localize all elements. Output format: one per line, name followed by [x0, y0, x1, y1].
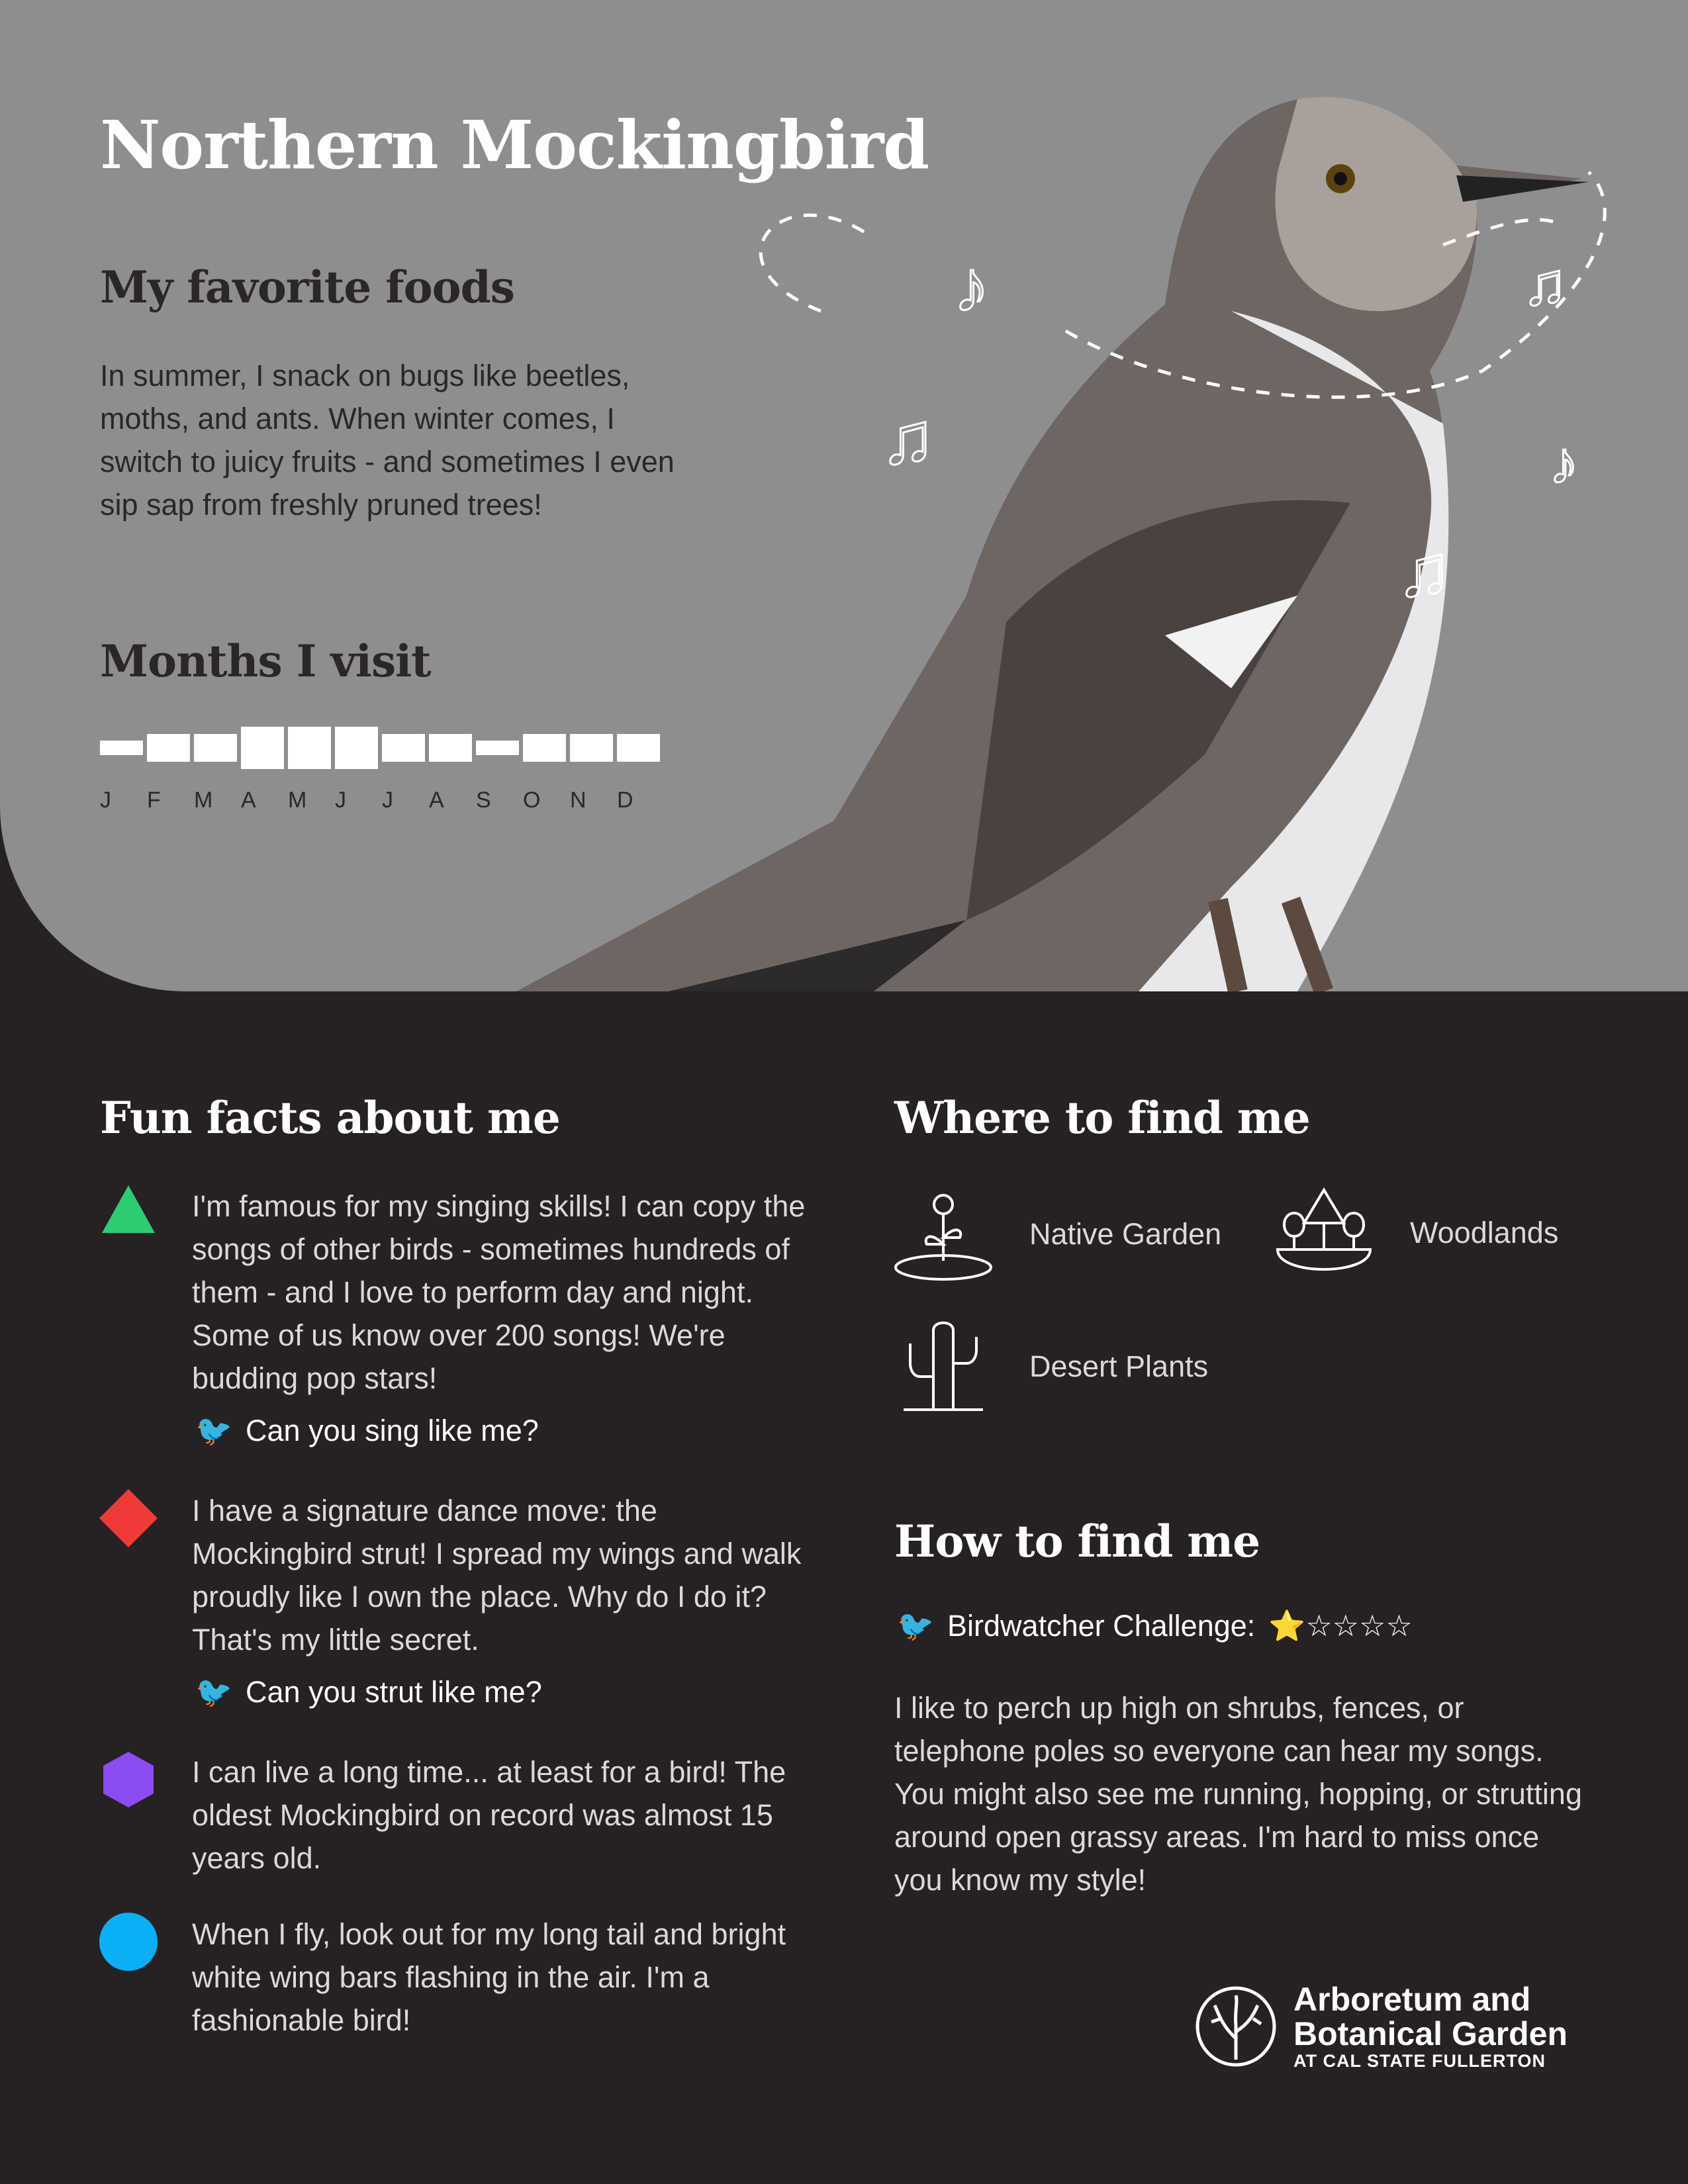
fun-fact-2-prompt	[195, 1674, 542, 1709]
month-bar-J	[382, 734, 425, 762]
logo-line-3: AT CAL STATE FULLERTON	[1293, 2051, 1546, 2071]
month-bar-J	[100, 741, 143, 754]
birdwatcher-challenge	[897, 1608, 1413, 1643]
arboretum-logo	[1195, 1982, 1568, 2071]
month-label: M	[288, 788, 308, 813]
star-rating	[1268, 1608, 1412, 1643]
month-label: J	[382, 788, 394, 813]
month-bar-M	[288, 727, 331, 769]
month-bar-D	[617, 734, 660, 762]
month-label: S	[476, 788, 492, 813]
month-bar-N	[570, 734, 613, 762]
fun-fact-3: I can live a long time... at least for a bird! The oldest Mockingbird on record was almost 15 years old.	[192, 1755, 786, 1875]
triangle-icon	[99, 1181, 158, 1240]
location-woodlands	[1271, 1183, 1558, 1283]
location-desert-plants	[890, 1317, 1208, 1416]
months-bar-chart	[100, 727, 660, 769]
logo-line-1: Arboretum and	[1293, 1981, 1531, 2018]
fun-fact-4: When I fly, look out for my long tail and bright white wing bars flashing in the air. I'm a fashionable bird!	[192, 1917, 786, 2037]
month-label: A	[241, 788, 257, 813]
month-bar-S	[476, 741, 519, 754]
mockingbird-photo	[503, 93, 1628, 991]
month-bar-J	[335, 727, 378, 769]
bird-icon: 🐦	[195, 1414, 233, 1447]
month-labels	[100, 788, 660, 813]
fun-fact-1-prompt	[195, 1413, 539, 1448]
month-label: D	[617, 788, 634, 813]
fun-facts-heading: Fun facts about me	[100, 1092, 560, 1144]
month-bar-O	[523, 734, 566, 762]
month-label: M	[194, 788, 214, 813]
diamond-icon	[99, 1489, 158, 1547]
trees-icon	[1271, 1183, 1377, 1283]
location-label: Woodlands	[1410, 1216, 1559, 1250]
svg-text:♪: ♪	[953, 246, 990, 327]
month-bar-F	[147, 734, 190, 762]
star-empty-icons: ☆☆☆☆	[1305, 1609, 1413, 1643]
cactus-icon	[890, 1317, 996, 1416]
page-title: Northern Mockingbird	[100, 106, 929, 184]
location-label: Desert Plants	[1029, 1349, 1209, 1383]
month-label: O	[523, 788, 541, 813]
location-native-garden	[890, 1185, 1221, 1284]
month-bar-A	[429, 734, 472, 762]
bird-icon: 🐦	[195, 1675, 233, 1709]
foods-text: In summer, I snack on bugs like beetles, moths, and ants. When winter comes, I switch to juicy fruits - and sometimes I even sip sap from freshly pruned trees!	[100, 359, 675, 522]
logo-line-2: Botanical Garden	[1293, 2015, 1568, 2052]
tree-logo-icon	[1195, 1985, 1278, 2068]
fun-fact-1: I'm famous for my singing skills! I can copy the songs of other birds - sometimes hundreds of them - and I love to perform day and night. Some of us know over 200 songs! We're budding pop stars!	[192, 1189, 806, 1395]
prompt-text: Can you sing like me?	[246, 1413, 539, 1447]
location-label: Native Garden	[1029, 1217, 1222, 1251]
fun-fact-2: I have a signature dance move: the Mockingbird strut! I spread my wings and walk proudly like I own the place. Why do I do it? That's my little secret.	[192, 1494, 802, 1657]
where-heading: Where to find me	[894, 1092, 1310, 1144]
month-bar-M	[194, 734, 237, 762]
svg-text:♪: ♪	[1549, 430, 1579, 496]
how-heading: How to find me	[894, 1516, 1260, 1567]
month-label: A	[429, 788, 445, 813]
svg-text:♫: ♫	[1523, 251, 1568, 318]
flower-icon	[890, 1185, 996, 1284]
month-bar-A	[241, 727, 284, 769]
svg-text:♫: ♫	[1397, 530, 1452, 612]
circle-icon	[99, 1913, 158, 1971]
month-label: F	[147, 788, 162, 813]
hexagon-icon	[99, 1751, 158, 1809]
how-text: I like to perch up high on shrubs, fences, or telephone poles so everyone can hear my songs. You might also see me running, hopping, or strutting around open grassy areas. I'm hard to miss once you know my style!	[894, 1691, 1582, 1897]
svg-text:♫: ♫	[880, 398, 935, 479]
month-label: J	[100, 788, 112, 813]
header-section	[0, 0, 1688, 991]
foods-heading: My favorite foods	[100, 261, 514, 313]
month-label: N	[570, 788, 587, 813]
star-filled-icon: ⭐	[1268, 1609, 1306, 1643]
months-heading: Months I visit	[100, 635, 431, 687]
month-label: J	[335, 788, 347, 813]
prompt-text: Can you strut like me?	[246, 1674, 542, 1709]
challenge-label: Birdwatcher Challenge:	[947, 1608, 1256, 1643]
bird-icon: 🐦	[897, 1609, 935, 1643]
